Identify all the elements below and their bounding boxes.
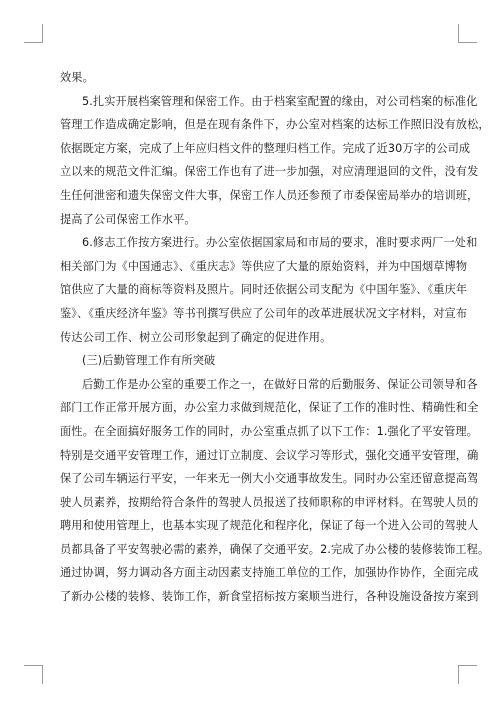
- text-line: 6.修志工作按方案进行。办公室依据国家局和市局的要求，准时要求两厂一处和: [82, 236, 478, 250]
- text-line: 馆供应了大量的商标等资料及照片。同时还依据公司支配为《中国年鉴》、《重庆年: [60, 283, 468, 297]
- text-line: 员都具备了平安驾驶必需的素养，确保了交通平安。2.完成了办公楼的装修装饰工程。: [60, 542, 490, 556]
- text-line: 相关部门为《中国通志》、《重庆志》等供应了大量的原始资料，并为中国烟草博物: [60, 259, 468, 273]
- crop-mark-top-right: [458, 24, 477, 43]
- text-line: 部门工作正常开展方面，办公室力求做到规范化，保证了工作的准时性、精确性和全: [60, 401, 479, 415]
- text-line: 生任何泄密和遗失保密文件大事，保密工作人员还参预了市委保密局举办的培训班，: [60, 188, 479, 202]
- text-line: 聘用和使用管理上，也基本实现了规范化和程序化，保证了每一个进入公司的驾驶人: [60, 519, 479, 533]
- crop-mark-bottom-right: [458, 665, 477, 684]
- text-line: 依据既定方案，完成了上年应归档文件的整理归档工作。完成了近30万字的公司成: [60, 141, 471, 155]
- text-line: 鉴》、《重庆经济年鉴》等书刊撰写供应了公司年的改革进展状况文字材料，对宣布: [60, 306, 468, 320]
- text-line: 传达公司工作、树立公司形象起到了确定的促进作用。: [60, 330, 332, 344]
- text-line: (三)后勤管理工作有所突破: [82, 354, 216, 368]
- text-line: 保了公司车辆运行平安，一年来无一例大小交通事故发生。同时办公室还留意提高驾: [60, 472, 479, 486]
- text-line: 效果。: [60, 71, 94, 84]
- text-line: 后勤工作是办公室的重要工作之一，在做好日常的后勤服务、保证公司领导和各: [82, 377, 478, 391]
- text-line: 特别是交通平安管理工作，通过订立制度、会议学习等形式，强化交通平安管理，确: [60, 448, 479, 462]
- text-line: 立以来的规范文件汇编。保密工作也有了进一步加强，对应清理退回的文件，没有发: [60, 165, 479, 179]
- text-line: 提高了公司保密工作水平。: [60, 212, 196, 226]
- text-line: 了新办公楼的装修、装饰工作，新食堂招标按方案顺当进行，各种设施设备按方案到: [60, 590, 479, 604]
- crop-mark-bottom-left: [24, 665, 43, 684]
- text-line: 5.扎实开展档案管理和保密工作。由于档案室配置的缘由，对公司档案的标准化: [82, 94, 478, 108]
- text-line: 驶人员素养，按期给符合条件的驾驶人员报送了技师职称的申评材料。在驾驶人员的: [60, 495, 479, 509]
- text-line: 通过协调，努力调动各方面主动因素支持施工单位的工作，加强协作协作，全面完成: [60, 566, 479, 580]
- text-line: 面性。在全面搞好服务工作的同时，办公室重点抓了以下工作：1.强化了平安管理。: [60, 424, 478, 438]
- crop-mark-top-left: [24, 24, 43, 43]
- text-line: 管理工作造成确定影响，但是在现有条件下，办公室对档案的达标工作照旧没有放松，: [60, 118, 490, 132]
- document-body-text: [60, 66, 490, 609]
